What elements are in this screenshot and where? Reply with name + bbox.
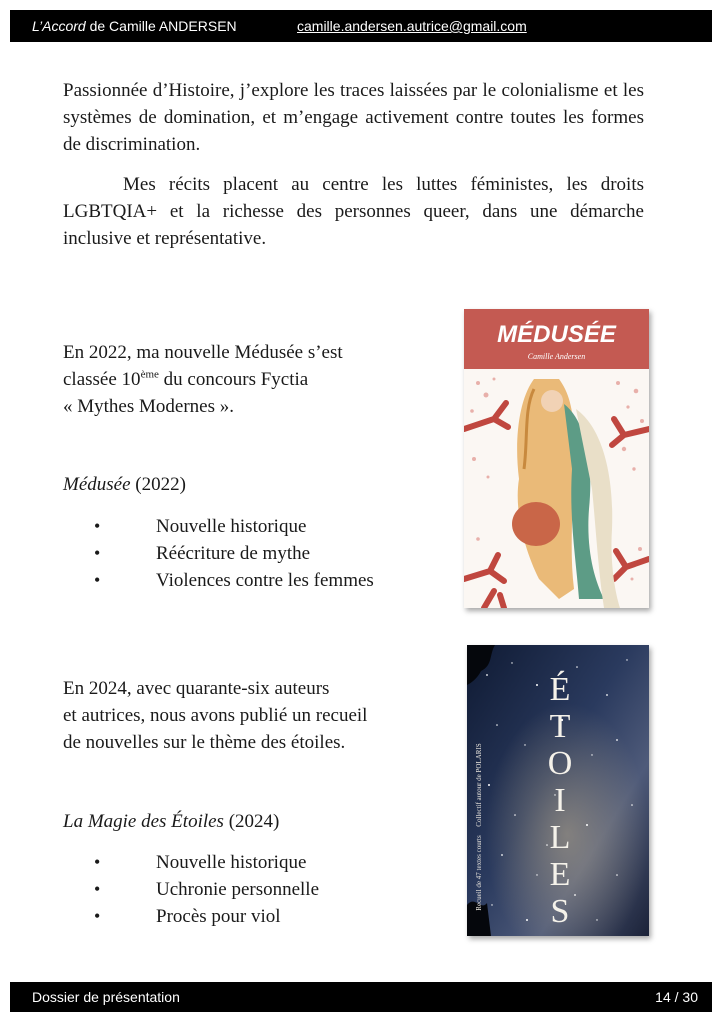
book2-cover-image <box>467 645 649 936</box>
book2-desc-line-3: de nouvelles sur le thème des étoiles. <box>63 732 346 753</box>
footer-bar <box>10 982 712 1012</box>
book1-cover-author: Camille Andersen <box>527 352 586 361</box>
book1-desc-line-1: En 2022, ma nouvelle Médusée s’est <box>63 342 343 363</box>
book1-title: Médusée (2022) <box>63 474 186 495</box>
book2-cover-letter: I <box>554 782 566 819</box>
book2-cover-letter: E <box>549 856 571 893</box>
book2-cover-letter: S <box>550 893 570 930</box>
list-item: • Nouvelle historique <box>63 849 319 876</box>
list-item: • Réécriture de mythe <box>63 540 374 567</box>
book2-desc-line-1: En 2024, avec quarante-six auteurs <box>63 678 330 699</box>
book1-desc-line-3: « Mythes Modernes ». <box>63 396 234 417</box>
header-bar <box>10 10 712 42</box>
book2-title: La Magie des Étoiles (2024) <box>63 811 280 832</box>
book2-desc-line-2: et autrices, nous avons publié un recueil <box>63 705 368 726</box>
header-book-title: L’Accord <box>32 18 86 34</box>
footer-document-label: Dossier de présentation <box>32 989 180 1005</box>
list-item: • Uchronie personnelle <box>63 876 319 903</box>
header-author <box>32 18 237 34</box>
footer-page-number: 14 / 30 <box>655 989 698 1005</box>
book2-cover-side-top: Collectif autour de POLARIS <box>475 743 483 827</box>
header-author-name: de Camille ANDERSEN <box>85 18 237 34</box>
book2-tag-list <box>63 849 319 930</box>
book1-description <box>63 339 423 420</box>
intro-section <box>63 77 644 252</box>
book2-cover-letter: O <box>547 745 573 782</box>
book2-cover-letter: L <box>549 819 571 856</box>
intro-paragraph-1: Passionnée d’Histoire, j’explore les traces laissées par le colonialisme et les systèmes de domination, et m’engage activement contre toutes les formes de discrimination. <box>63 80 644 155</box>
book2-cover-side-bottom: Recueil de 47 textes courts <box>475 835 483 911</box>
list-item: • Violences contre les femmes <box>63 567 374 594</box>
book2-cover-letter: É <box>549 671 571 708</box>
book2-description <box>63 675 453 756</box>
book1-tag-list <box>63 513 374 594</box>
book1-rank-suffix: ème <box>140 368 159 381</box>
book1-desc-line-2: classée 10ème du concours Fyctia <box>63 368 309 390</box>
list-item: • Nouvelle historique <box>63 513 374 540</box>
book1-cover-title: MÉDUSÉE <box>497 321 616 348</box>
header-email-link[interactable]: camille.andersen.autrice@gmail.com <box>297 18 527 34</box>
intro-paragraph-2: Mes récits placent au centre les luttes féministes, les droits LGBTQIA+ et la richesse des personnes queer, dans une démarche inclusive et représentative. <box>63 174 644 249</box>
book1-cover-image <box>464 309 649 608</box>
list-item: • Procès pour viol <box>63 903 319 930</box>
book2-cover-letter: T <box>549 708 571 745</box>
